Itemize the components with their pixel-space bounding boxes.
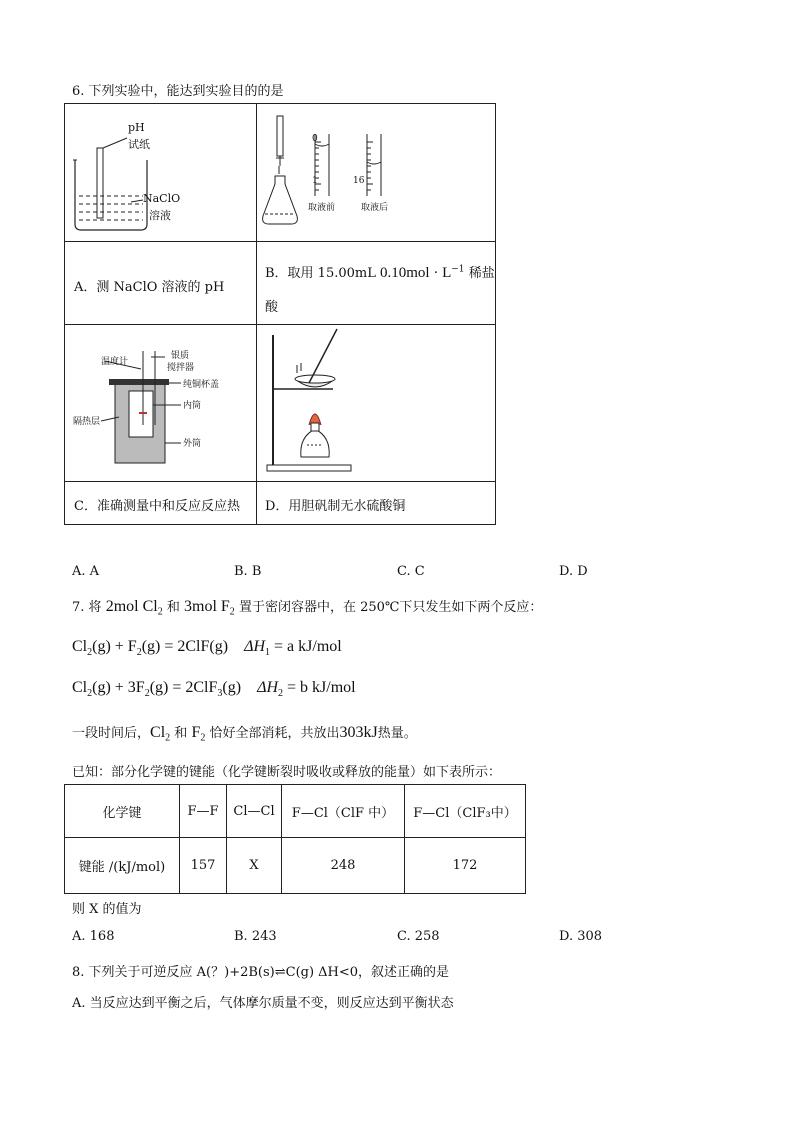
q6-option-a[interactable]: A. A — [72, 564, 100, 579]
eq2-right: (g) = 2ClF — [149, 679, 218, 696]
ph-label: pH — [128, 121, 145, 134]
header-fcl-clf3: F—Cl（ClF₃中） — [405, 785, 526, 838]
concentration: 0.10mol · L — [380, 265, 452, 281]
q7-option-c[interactable]: C. 258 — [397, 929, 440, 944]
bond-energy-table — [64, 784, 526, 894]
q7-intro: 7. 将 2mol $Cl_2$ 和 3mol $F_2$ 置于密闭容器中，在 250℃下只发生如下两个反应： — [72, 598, 543, 618]
q6-option-d[interactable]: D. D — [559, 564, 588, 579]
table-divider — [65, 481, 495, 482]
f2-amount: 3mol F — [184, 598, 230, 615]
naclo-label: NaClO — [143, 192, 181, 205]
q6-table — [64, 103, 496, 525]
q7-intro-text-2: 置于密闭容器中，在 250℃下只发生如下两个反应： — [238, 600, 543, 615]
q7-option-a[interactable]: A. 168 — [72, 929, 115, 944]
option-c-caption: C．准确测量中和反应反应热 — [74, 499, 240, 514]
header-ff: F—F — [180, 785, 227, 838]
outer-cylinder-label: 外筒 — [183, 439, 202, 449]
eq1-right: (g) = 2ClF(g) — [141, 638, 229, 655]
q7-option-b[interactable]: B. 243 — [234, 929, 277, 944]
after-f: F — [191, 724, 201, 741]
concentration-exponent: −1 — [451, 264, 465, 275]
q6-option-c[interactable]: C. C — [397, 564, 425, 579]
insulation-label: 隔热层 — [73, 417, 101, 427]
scale-tick-1: 1 — [312, 176, 318, 186]
q6-option-b[interactable]: B. B — [234, 564, 262, 579]
inner-cylinder-label: 内筒 — [183, 401, 202, 411]
q7-question: 则 X 的值为 — [72, 902, 142, 917]
after-label: 取液后 — [361, 203, 389, 213]
eq2-mid: (g) + 3F — [92, 679, 145, 696]
after-cl: Cl — [150, 724, 166, 741]
evaporation-figure — [257, 325, 494, 480]
after-text-3: 热量。 — [377, 726, 417, 741]
option-b-text-2: 稀盐 — [468, 266, 495, 281]
header-bond: 化学键 — [65, 785, 180, 838]
value-ff: 157 — [180, 838, 227, 894]
q8-option-a[interactable]: A. 当反应达到平衡之后，气体摩尔质量不变，则反应达到平衡状态 — [72, 996, 454, 1011]
cl2-amount: 2mol Cl — [105, 598, 158, 615]
stirrer-label-1: 银质 — [171, 351, 190, 361]
burette-figure — [257, 104, 494, 240]
calorimeter-figure — [65, 325, 255, 480]
eq1-mid: (g) + F — [92, 638, 137, 655]
option-b-text: B．取用 15.00mL — [265, 266, 376, 281]
equation-1: $Cl_2(g) + F_2(g) = 2ClF(g)$ $\Delta H_1 = a$ kJ/mol — [72, 638, 342, 659]
q7-intro-text: 7. 将 — [72, 600, 102, 615]
after-text: 一段时间后， — [72, 726, 151, 741]
scale-tick-16: 16 — [353, 176, 365, 186]
test-paper-label: 试纸 — [128, 138, 150, 151]
q7-and: 和 — [166, 600, 180, 615]
header-fcl-clf: F—Cl（ClF 中） — [282, 785, 405, 838]
value-fcl-clf3: 172 — [405, 838, 526, 894]
q8-title: 8. 下列关于可逆反应 A(？)+2B(s)⇌C(g) ΔH<0，叙述正确的是 — [72, 965, 450, 980]
q7-known: 已知：部分化学键的键能（化学键断裂时吸收或释放的能量）如下表所示： — [72, 765, 502, 780]
option-a-caption: A．测 NaClO 溶液的 pH — [74, 280, 225, 295]
eq2-cl: Cl — [72, 679, 88, 696]
option-d-caption: D．用胆矾制无水硫酸铜 — [265, 499, 406, 514]
q6-title: 6. 下列实验中，能达到实验目的的是 — [72, 84, 284, 99]
equation-2: $Cl_2(g) + 3F_2(g) = 2ClF_3(g)$ $\Delta H_2 = b$ kJ/mol — [72, 679, 356, 700]
after-text-2: 恰好全部消耗，共放出 — [209, 726, 340, 741]
header-clcl: Cl—Cl — [227, 785, 282, 838]
eq1-value: = a kJ/mol — [274, 638, 342, 655]
eq2-g: (g) — [222, 679, 242, 696]
q7-after: 一段时间后，$Cl_2$ 和 $F_2$ 恰好全部消耗，共放出303kJ热量。 — [72, 724, 417, 744]
option-b-caption-2: 酸 — [265, 300, 279, 315]
scale-tick-0: 0 — [312, 134, 318, 144]
eq2-dh: ΔH — [257, 679, 279, 696]
eq2-value: = b kJ/mol — [287, 679, 356, 696]
eq1-cl: Cl — [72, 638, 88, 655]
row-label-energy: 键能 /(kJ/mol) — [65, 838, 180, 894]
table-divider — [65, 241, 495, 242]
before-label: 取液前 — [308, 203, 336, 213]
stirrer-label-2: 搅拌器 — [167, 363, 195, 373]
lid-label: 纯铜杯盖 — [183, 380, 220, 390]
value-clcl: X — [227, 838, 282, 894]
thermometer-label: 温度计 — [101, 357, 129, 367]
eq1-dh: ΔH — [244, 638, 266, 655]
heat-released: 303kJ — [339, 724, 378, 741]
q7-option-d[interactable]: D. 308 — [559, 929, 603, 944]
solution-label: 溶液 — [149, 209, 171, 222]
value-fcl-clf: 248 — [282, 838, 405, 894]
after-and: 和 — [174, 726, 188, 741]
option-b-caption — [265, 262, 495, 282]
